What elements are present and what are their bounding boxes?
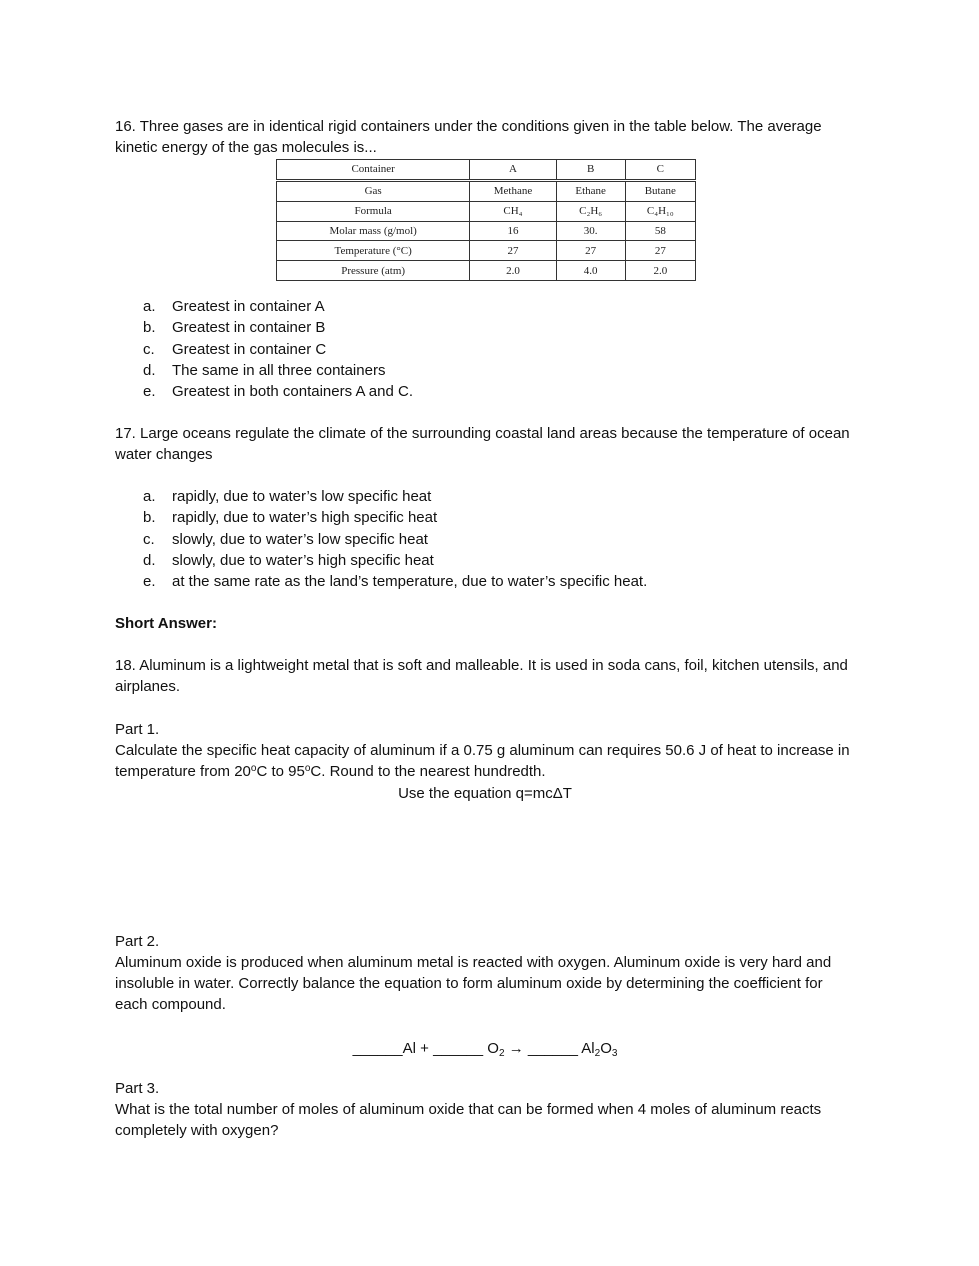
part-1-text-c: C. Round to the nearest hundredth. bbox=[310, 763, 546, 780]
option-text: slowly, due to water’s high specific heat bbox=[172, 551, 434, 569]
table-cell: Ethane bbox=[556, 180, 625, 201]
question-17-options bbox=[115, 486, 855, 592]
table-cell: 2.0 bbox=[470, 261, 556, 281]
list-item bbox=[115, 296, 855, 317]
aluminum-subscript: 2 bbox=[594, 1048, 601, 1059]
oxide-subscript: 3 bbox=[611, 1048, 618, 1059]
table-row-label: Gas bbox=[277, 180, 470, 201]
table-cell: 27 bbox=[470, 241, 556, 261]
part-3-title: Part 3. bbox=[115, 1080, 160, 1097]
option-letter: b. bbox=[143, 319, 156, 337]
table-cell: Butane bbox=[625, 180, 695, 201]
short-answer-heading: Short Answer: bbox=[115, 615, 217, 632]
option-text: The same in all three containers bbox=[172, 361, 386, 379]
part-1-equation: Use the equation q=mcΔT bbox=[398, 785, 572, 802]
table-row-label: Pressure (atm) bbox=[277, 261, 470, 281]
table-header-cell: A bbox=[470, 160, 556, 181]
aluminum-term: Al + bbox=[402, 1040, 434, 1057]
part-2-title: Part 2. bbox=[115, 933, 160, 950]
list-item bbox=[115, 507, 855, 528]
table-header-cell: B bbox=[556, 160, 625, 181]
question-18-intro: 18. Aluminum is a lightweight metal that is soft and malleable. It is used in soda cans, foil, kitchen utensils, and airplanes. bbox=[115, 657, 848, 695]
question-16-text: 16. Three gases are in identical rigid containers under the conditions given in the table below. The average kinetic energy of the gas molecules is... bbox=[115, 118, 822, 156]
table-cell: 2.0 bbox=[625, 261, 695, 281]
option-letter: d. bbox=[143, 551, 156, 569]
table-cell: CH₄ bbox=[470, 201, 556, 221]
table-header-cell: C bbox=[625, 160, 695, 181]
table-cell: 27 bbox=[625, 241, 695, 261]
part-1-text bbox=[115, 740, 855, 782]
blank-3[interactable]: ______ bbox=[527, 1040, 578, 1057]
part-1-text-a: Calculate the specific heat capacity of aluminum if a 0.75 g aluminum can requires 50.6 J of heat to increase in temperature from 20 bbox=[115, 742, 850, 780]
table-header-row bbox=[277, 160, 696, 181]
part-1-title: Part 1. bbox=[115, 721, 160, 738]
question-17-text: 17. Large oceans regulate the climate of the surrounding coastal land areas because the temperature of ocean water changes bbox=[115, 425, 850, 463]
option-letter: a. bbox=[143, 298, 156, 315]
blank-2[interactable]: ______ bbox=[433, 1040, 484, 1057]
list-item bbox=[115, 529, 855, 550]
aluminum-oxide-o: O bbox=[600, 1040, 612, 1057]
option-letter: c. bbox=[143, 340, 155, 358]
table-cell: C₄H₁₀ bbox=[625, 201, 695, 221]
option-text: at the same rate as the land’s temperature, due to water’s specific heat. bbox=[172, 573, 648, 591]
table-row-label: Formula bbox=[277, 201, 470, 221]
table-cell: C₂H₆ bbox=[556, 201, 625, 221]
reaction-arrow: → bbox=[504, 1040, 528, 1057]
list-item bbox=[115, 317, 855, 338]
table-cell: Methane bbox=[470, 180, 556, 201]
degree-symbol: o bbox=[250, 763, 257, 774]
table-row-label: Molar mass (g/mol) bbox=[277, 221, 470, 241]
oxygen-subscript: 2 bbox=[498, 1048, 505, 1059]
aluminum-oxide-al: Al bbox=[581, 1040, 595, 1057]
list-item bbox=[115, 486, 855, 507]
table-cell: 4.0 bbox=[556, 261, 625, 281]
table-cell: 16 bbox=[470, 221, 556, 241]
table-cell: 27 bbox=[556, 241, 625, 261]
option-text: Greatest in container B bbox=[172, 319, 326, 337]
table-cell: 30. bbox=[556, 221, 625, 241]
list-item bbox=[115, 339, 855, 360]
list-item bbox=[115, 360, 855, 381]
option-letter: c. bbox=[143, 530, 155, 548]
part-1-text-b: C to 95 bbox=[256, 763, 305, 780]
option-letter: e. bbox=[143, 573, 156, 591]
option-letter: d. bbox=[143, 361, 156, 379]
table-row-label: Temperature (°C) bbox=[277, 241, 470, 261]
gas-conditions-table bbox=[276, 159, 696, 281]
question-16-options bbox=[115, 296, 855, 402]
table-row bbox=[277, 201, 696, 221]
option-text: rapidly, due to water’s low specific heat bbox=[172, 488, 432, 505]
blank-1[interactable]: ______ bbox=[352, 1040, 403, 1057]
table-row bbox=[277, 261, 696, 281]
table-header-cell: Container bbox=[277, 160, 470, 181]
oxygen-term: O bbox=[487, 1040, 499, 1057]
balance-equation bbox=[115, 1038, 855, 1059]
option-text: rapidly, due to water’s high specific heat bbox=[172, 509, 438, 527]
option-text: Greatest in both containers A and C. bbox=[172, 383, 413, 401]
option-letter: e. bbox=[143, 383, 156, 401]
list-item bbox=[115, 550, 855, 571]
table-row bbox=[277, 221, 696, 241]
list-item bbox=[115, 571, 855, 592]
option-letter: b. bbox=[143, 509, 156, 527]
table-row bbox=[277, 241, 696, 261]
option-text: slowly, due to water’s low specific heat bbox=[172, 530, 428, 548]
list-item bbox=[115, 381, 855, 402]
option-text: Greatest in container C bbox=[172, 340, 327, 358]
degree-symbol: o bbox=[304, 763, 311, 774]
table-row bbox=[277, 180, 696, 201]
part-2-text: Aluminum oxide is produced when aluminum metal is reacted with oxygen. Aluminum oxide is very hard and insoluble in water. Correctly balance the equation to form aluminum oxide by determining the coefficient for each compound. bbox=[115, 954, 832, 1013]
option-letter: a. bbox=[143, 488, 156, 505]
table-cell: 58 bbox=[625, 221, 695, 241]
option-text: Greatest in container A bbox=[172, 298, 325, 315]
part-3-text: What is the total number of moles of aluminum oxide that can be formed when 4 moles of aluminum reacts completely with oxygen? bbox=[115, 1101, 822, 1139]
